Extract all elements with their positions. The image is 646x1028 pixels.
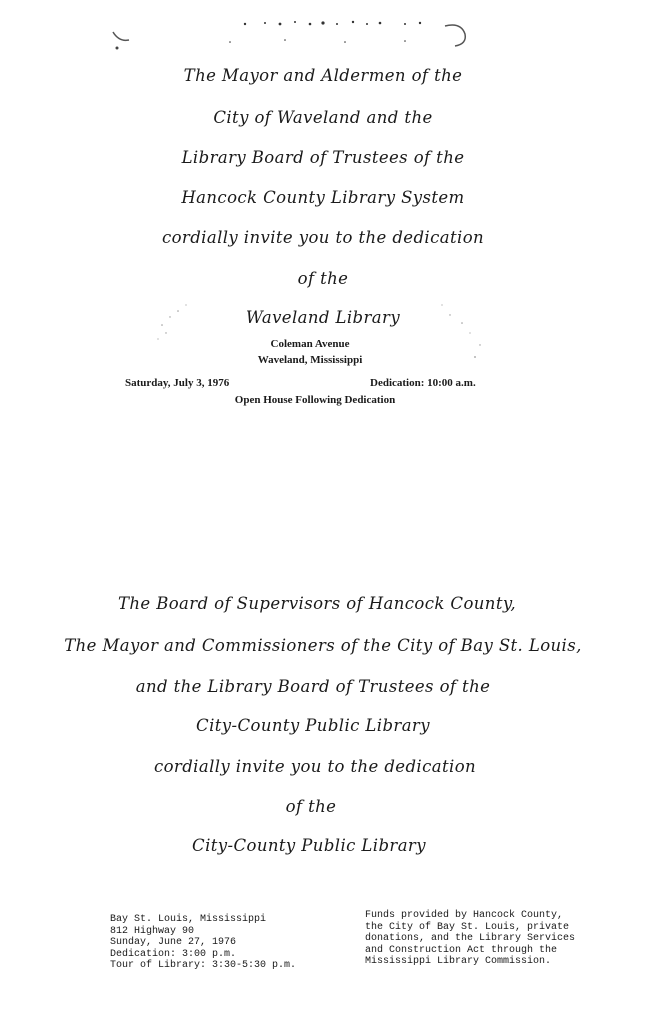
details-date: Sunday, June 27, 1976: [110, 937, 237, 948]
invitation2-line-2: The Mayor and Commissioners of the City of Bay St. Louis,: [64, 636, 582, 655]
invitation1-street: Coleman Avenue: [270, 338, 350, 350]
invitation1-line-6: of the: [297, 269, 349, 288]
details-location: Bay St. Louis, Mississippi: [110, 914, 267, 925]
invitation1-line-1: The Mayor and Aldermen of the: [183, 66, 463, 85]
invitation1-city: Waveland, Mississippi: [257, 354, 363, 366]
funding-line-2: the City of Bay St. Louis, private: [365, 921, 570, 933]
funding-line-5: Mississippi Library Commission.: [365, 956, 552, 967]
invitation1-library-name: Waveland Library: [245, 308, 401, 327]
invitation1-date: Saturday, July 3, 1976: [125, 377, 230, 389]
invitation2-line-6: of the: [285, 797, 337, 816]
details-dedication: Dedication: 3:00 p.m.: [110, 948, 237, 960]
invitation2-details: [110, 914, 296, 972]
funding-line-3: donations, and the Library Services: [365, 933, 576, 944]
invitation1-line-3: Library Board of Trustees of the: [181, 148, 465, 167]
funding-line-1: Funds provided by Hancock County,: [365, 910, 564, 921]
invitation2-line-5: cordially invite you to the dedication: [153, 757, 477, 776]
invitation1-dedication-time: Dedication: 10:00 a.m.: [370, 377, 476, 389]
funding-line-4: and Construction Act through the: [365, 944, 558, 956]
scan-artifact-top: [105, 12, 485, 56]
invitation2-funding: [365, 910, 575, 968]
details-address: 812 Highway 90: [110, 925, 195, 937]
invitation1-line-2: City of Waveland and the: [213, 108, 433, 127]
details-tour: Tour of Library: 3:30-5:30 p.m.: [110, 960, 297, 971]
invitation2-line-4: City-County Public Library: [196, 716, 430, 735]
invitation2-line-3: and the Library Board of Trustees of the: [135, 677, 491, 696]
invitation2-line-1: The Board of Supervisors of Hancock County,: [117, 594, 517, 613]
invitation2-library-name: City-County Public Library: [192, 836, 426, 855]
invitation1-open-house: Open House Following Dedication: [234, 394, 396, 406]
invitation1-line-5: cordially invite you to the dedication: [161, 228, 485, 247]
invitation1-line-4: Hancock County Library System: [181, 188, 465, 207]
